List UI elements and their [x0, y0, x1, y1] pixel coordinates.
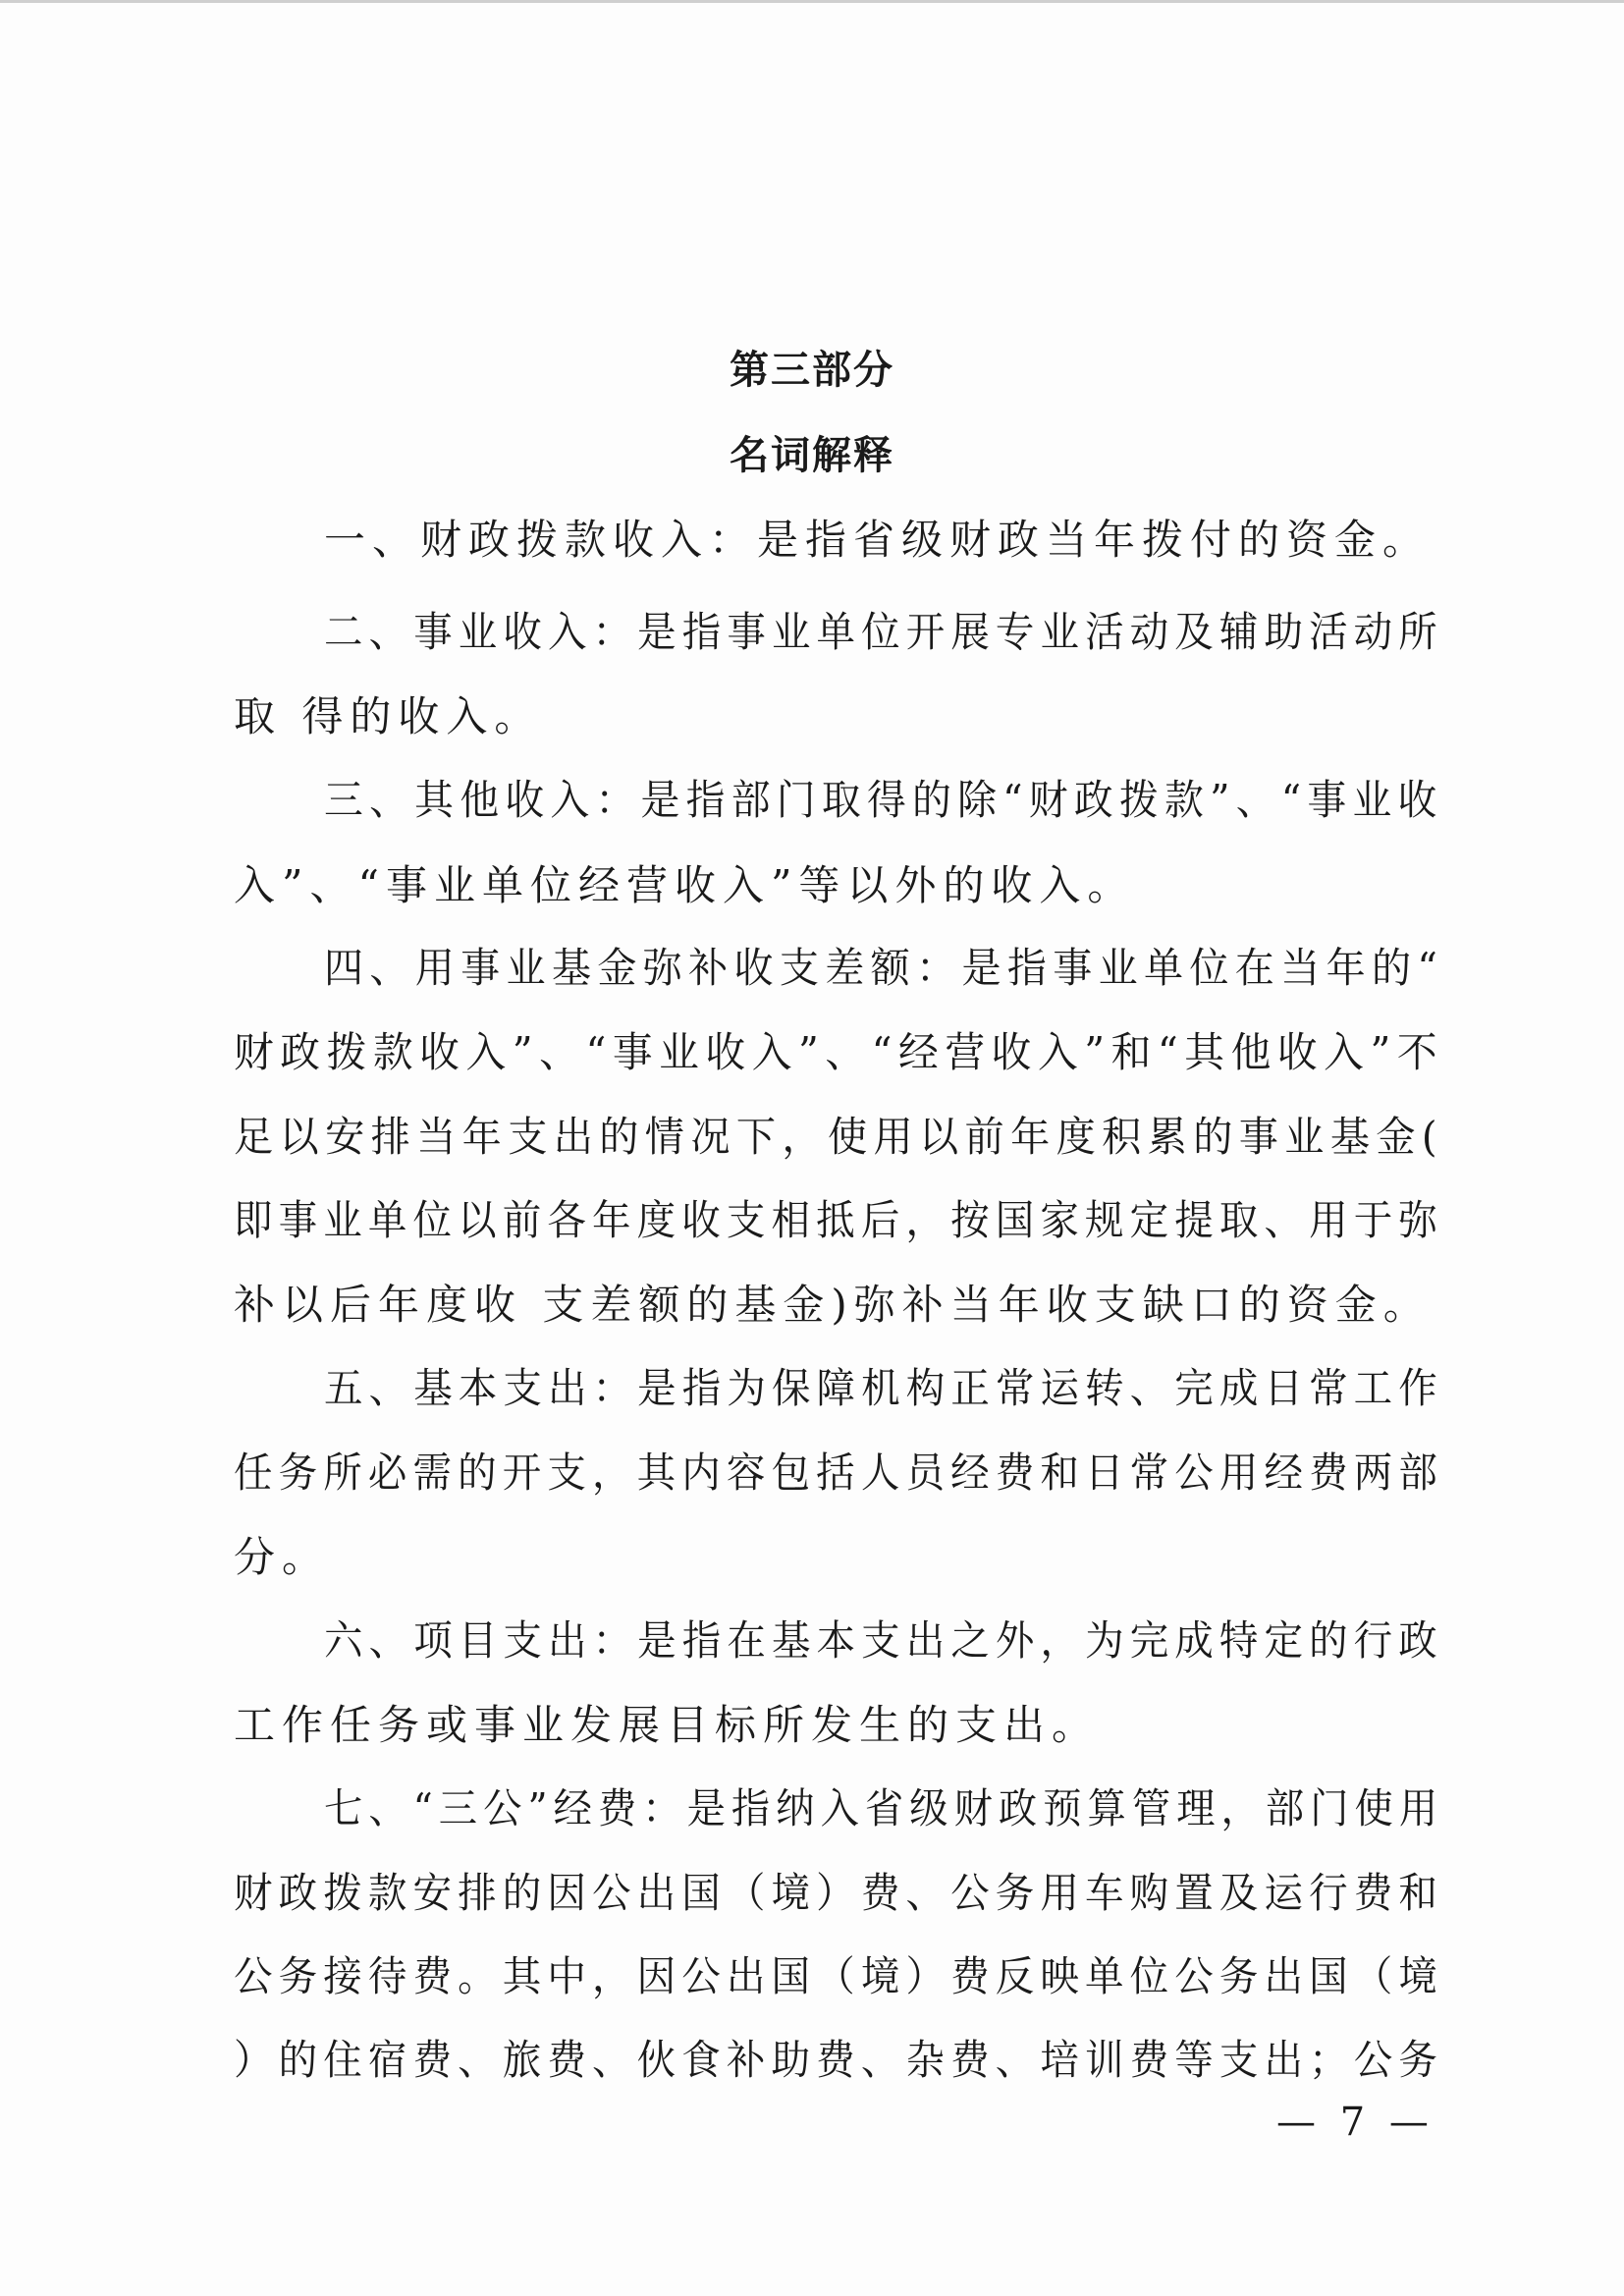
text-line: 取 得的收入。: [234, 692, 543, 740]
text-line: 六、项目支出：是指在基本支出之外，为完成特定的行政: [324, 1616, 1443, 1665]
text-line: 任务所必需的开支，其内容包括人员经费和日常公用经费两部: [234, 1449, 1444, 1497]
text-line: 即事业单位以前各年度收支相抵后，按国家规定提取、用于弥: [234, 1196, 1444, 1244]
page-number: — 7 —: [1276, 2100, 1435, 2145]
text-line: 入”、“事业单位经营收入”等以外的收入。: [234, 861, 1136, 909]
text-line: 二、事业收入：是指事业单位开展专业活动及辅助活动所: [324, 608, 1443, 656]
text-line: 足以安排当年支出的情况下，使用以前年度积累的事业基金(: [234, 1113, 1443, 1161]
part-title: 第三部分: [730, 348, 894, 393]
text-line: 工作任务或事业发展目标所发生的支出。: [234, 1701, 1101, 1749]
section-title: 名词解释: [730, 433, 894, 478]
text-line: 分。: [234, 1533, 331, 1581]
text-line: 补以后年度收 支差额的基金)弥补当年收支缺口的资金。: [234, 1281, 1432, 1329]
scan-edge: [0, 0, 1624, 3]
text-line: 四、用事业基金弥补收支差额：是指事业单位在当年的“: [324, 944, 1444, 992]
text-line: 公务接待费。其中，因公出国（境）费反映单位公务出国（境: [234, 1952, 1444, 2000]
text-line: ）的住宿费、旅费、伙食补助费、杂费、培训费等支出；公务: [234, 2036, 1444, 2084]
text-line: 五、基本支出：是指为保障机构正常运转、完成日常工作: [324, 1364, 1443, 1412]
text-line: 一、财政拨款收入：是指省级财政当年拨付的资金。: [324, 516, 1432, 564]
text-line: 财政拨款收入”、“事业收入”、“经营收入”和“其他收入”不: [234, 1028, 1444, 1076]
text-line: 七、“三公”经费：是指纳入省级财政预算管理，部门使用: [324, 1784, 1444, 1832]
text-line: 财政拨款安排的因公出国（境）费、公务用车购置及运行费和: [234, 1869, 1444, 1917]
text-line: 三、其他收入：是指部门取得的除“财政拨款”、“事业收: [324, 776, 1443, 824]
